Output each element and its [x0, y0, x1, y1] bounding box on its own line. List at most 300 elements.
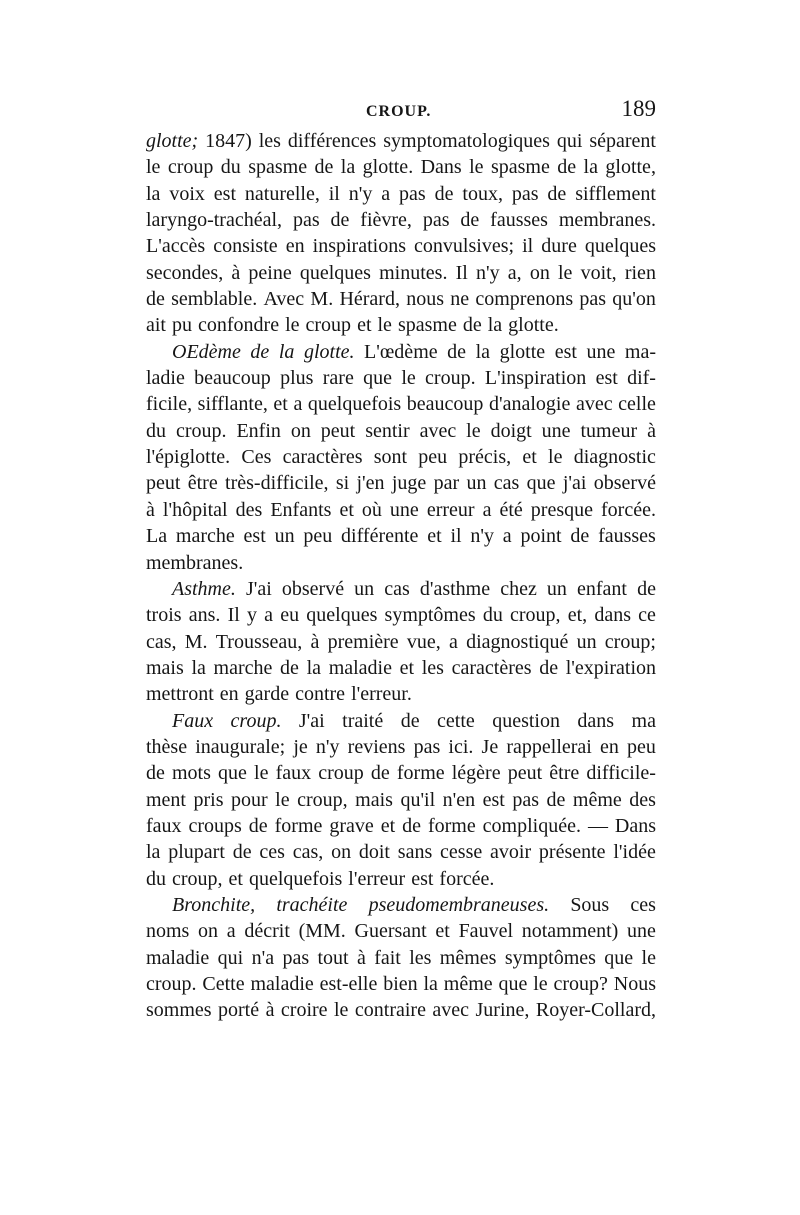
word: porté — [218, 999, 260, 1022]
word: en — [599, 735, 619, 758]
word: pu — [172, 314, 192, 337]
word: pas — [413, 735, 441, 758]
word: de — [637, 577, 656, 600]
word: diagnostiqué — [466, 630, 569, 653]
word: confondre — [198, 314, 280, 337]
word: Jurine, — [475, 999, 530, 1022]
word: croups — [188, 814, 242, 837]
word: l'épiglotte. — [146, 446, 231, 469]
word: notamment) — [521, 920, 619, 943]
word: être — [187, 472, 218, 495]
word: même — [572, 788, 622, 811]
word: est — [411, 867, 434, 890]
word: minutes. — [379, 261, 448, 284]
word: est — [482, 788, 505, 811]
running-head — [146, 96, 656, 126]
word: L'œdème — [364, 340, 438, 363]
word: glotte; — [146, 130, 199, 152]
word: pris — [193, 788, 224, 811]
word: L'accès — [146, 235, 206, 258]
word: ces — [259, 841, 285, 864]
word: de — [402, 814, 421, 837]
text-line — [146, 286, 656, 312]
word: croup? — [553, 973, 608, 995]
word: Sous — [570, 893, 610, 916]
text-line — [146, 813, 656, 839]
word: sifflement — [575, 182, 656, 205]
word: erreur — [426, 498, 475, 521]
word: de — [400, 709, 420, 732]
word: voix — [169, 182, 205, 205]
word: cesse — [440, 841, 483, 864]
word: naturelle, — [244, 182, 320, 205]
word: maladie — [250, 973, 314, 995]
word: convulsives; — [414, 235, 515, 258]
word: le — [548, 446, 563, 469]
word: reviens — [347, 735, 406, 758]
word: avoir — [490, 841, 532, 864]
word: est — [243, 525, 266, 548]
word: Guersant — [354, 920, 427, 943]
text-line — [146, 550, 656, 576]
word: l'idée — [613, 841, 656, 864]
word: sifflante, — [197, 393, 268, 416]
word: un — [466, 472, 487, 495]
word: a — [482, 498, 492, 521]
word: rappellerai — [506, 735, 592, 758]
word: le — [377, 314, 392, 337]
word: ici. — [448, 735, 474, 758]
word: n'y — [470, 525, 494, 548]
word: à — [647, 419, 656, 442]
word: de — [248, 814, 268, 837]
word: les — [421, 656, 444, 679]
word: on — [290, 419, 311, 442]
word: sommes — [146, 999, 212, 1022]
text-line — [146, 497, 656, 523]
word: Enfants — [270, 498, 332, 521]
word: membranes. — [146, 551, 244, 574]
word: a — [264, 604, 274, 627]
word: Dans — [614, 814, 656, 837]
word: eu — [280, 604, 300, 627]
word: est — [213, 182, 236, 205]
word: beaucoup — [194, 367, 271, 390]
word: on — [331, 841, 352, 864]
word: pour — [231, 788, 268, 811]
word: fausses — [490, 209, 548, 232]
word: M. — [184, 630, 208, 653]
word: ans. — [188, 604, 221, 627]
word: et — [427, 525, 442, 548]
word: a, — [507, 261, 522, 284]
word: à — [265, 999, 275, 1022]
text-line — [146, 839, 656, 865]
word: mêmes — [439, 946, 497, 969]
word: est — [595, 367, 618, 390]
word: de — [539, 656, 559, 679]
word: pas — [512, 788, 540, 811]
word: glotte. — [362, 156, 414, 179]
word: forme — [396, 762, 445, 785]
word: trois — [146, 604, 182, 627]
word: de — [146, 762, 165, 785]
word: peu — [418, 446, 448, 469]
text-line — [146, 128, 656, 154]
word: voit, — [580, 261, 617, 284]
word: 1847) — [205, 130, 252, 152]
word: par — [433, 472, 460, 495]
word: si — [335, 472, 350, 495]
word: que — [218, 762, 247, 785]
word: la — [423, 973, 438, 995]
text-line — [146, 971, 656, 997]
word: beaucoup — [406, 393, 484, 416]
word: ladie — [146, 367, 185, 390]
word: garde — [244, 683, 290, 706]
word: la — [306, 656, 322, 679]
word: forcée. — [601, 498, 656, 521]
word: celle — [618, 393, 656, 416]
word: La — [146, 525, 168, 548]
word: symptômes — [384, 604, 476, 627]
word: n'y — [315, 735, 340, 758]
word: sont — [373, 446, 408, 469]
word: glotte — [499, 340, 546, 363]
word: de — [232, 841, 252, 864]
word: contraire — [354, 999, 426, 1022]
word: à — [231, 261, 241, 284]
word: de — [462, 314, 482, 337]
word: le — [254, 762, 269, 785]
word: le — [466, 419, 481, 442]
word: de — [250, 340, 270, 363]
word: glotte, — [605, 156, 656, 179]
text-line — [146, 260, 656, 286]
word: on — [198, 920, 219, 943]
word: maladie — [328, 656, 392, 679]
word: avec — [432, 999, 470, 1022]
word: plus — [280, 367, 314, 390]
word: une — [389, 498, 419, 521]
word: glotte. — [508, 314, 559, 337]
word: est-elle — [319, 973, 378, 995]
word: ce — [638, 604, 656, 627]
word: le — [334, 999, 349, 1022]
word: presque — [530, 498, 593, 521]
word: peu — [627, 735, 656, 758]
word: légère — [451, 762, 501, 785]
word: j'en — [356, 472, 385, 495]
word: traité — [342, 709, 384, 732]
word: il — [522, 235, 534, 258]
word: Ces — [241, 446, 272, 469]
word: quelques — [306, 604, 378, 627]
word: Faux — [172, 709, 214, 732]
word: il — [328, 182, 340, 205]
word: ma- — [624, 340, 656, 363]
text-line — [146, 339, 656, 365]
word: OEdème — [172, 340, 241, 363]
word: n'en — [442, 788, 476, 811]
text-line — [146, 734, 656, 760]
word: y — [246, 604, 257, 627]
word: le — [275, 788, 290, 811]
word: croup. — [146, 973, 197, 995]
word: et — [357, 314, 372, 337]
word: dans — [577, 709, 615, 732]
word: qu'on — [612, 288, 656, 311]
word: et — [273, 393, 288, 416]
word: pseudomembraneuses. — [368, 893, 550, 916]
word: a — [502, 525, 512, 548]
word: quelques — [299, 261, 371, 284]
word: avec — [419, 419, 457, 442]
word: dure — [541, 235, 577, 258]
word: les — [409, 946, 432, 969]
word: et — [399, 656, 415, 679]
word: qui — [556, 130, 583, 152]
word: grave — [329, 814, 374, 837]
word: que — [498, 973, 528, 995]
word: la — [475, 340, 491, 363]
word: le — [146, 156, 161, 179]
word: pas — [292, 209, 320, 232]
word: fausses — [598, 525, 656, 548]
word: une — [541, 419, 571, 442]
word: observé — [281, 577, 345, 600]
word: de — [546, 788, 566, 811]
text-line — [146, 787, 656, 813]
text-line — [146, 945, 656, 971]
word: M. — [310, 288, 334, 311]
word: que — [526, 472, 556, 495]
word: bien — [383, 973, 418, 995]
word: et, — [567, 604, 588, 627]
word: la — [278, 340, 295, 363]
word: mais — [355, 788, 393, 811]
word: point — [520, 525, 562, 548]
word: en — [219, 683, 239, 706]
word: symptômes — [504, 946, 596, 969]
word: l'hôpital — [162, 498, 228, 521]
word: été — [499, 498, 523, 521]
word: Avec — [263, 288, 305, 311]
word: le — [533, 973, 548, 995]
running-title: CROUP. — [366, 103, 432, 120]
word: rien — [624, 261, 656, 284]
word: mais — [146, 656, 184, 679]
word: en — [285, 235, 305, 258]
word: forme — [427, 814, 476, 837]
word: un — [576, 630, 597, 653]
word: a — [449, 630, 458, 653]
word: d'asthme — [419, 577, 491, 600]
word: sans — [397, 841, 433, 864]
word: croup, — [172, 867, 223, 890]
word: qui — [217, 946, 244, 969]
word: peine — [248, 261, 292, 284]
word: pas — [282, 946, 310, 969]
word: croup, — [510, 604, 561, 627]
word: quelquefois — [307, 393, 402, 416]
word: chez — [500, 577, 537, 600]
word: Cette — [202, 973, 245, 995]
word: peut — [507, 762, 543, 785]
word: toux, — [462, 182, 503, 205]
word: contre — [295, 683, 346, 706]
word: vue, — [406, 630, 441, 653]
word: et — [228, 867, 243, 890]
text-line — [146, 181, 656, 207]
word: forcée. — [439, 867, 495, 890]
word: séparent — [589, 130, 656, 152]
word: être — [549, 762, 580, 785]
word: a — [381, 182, 391, 205]
word: un — [274, 525, 295, 548]
word: inspirations — [312, 235, 406, 258]
word: — — [587, 814, 608, 837]
word: trachéite — [276, 893, 348, 916]
text-line — [146, 207, 656, 233]
word: a — [226, 920, 236, 943]
text-line — [146, 629, 656, 655]
word: que — [363, 367, 393, 390]
word: sentir — [365, 419, 410, 442]
word: Bronchite, — [172, 893, 256, 916]
word: secondes, — [146, 261, 224, 284]
word: rare — [322, 367, 354, 390]
word: L'inspiration — [484, 367, 587, 390]
word: à — [310, 630, 320, 653]
word: peu — [303, 525, 333, 548]
word: Enfin — [236, 419, 281, 442]
word: le — [285, 314, 300, 337]
text-line — [146, 312, 656, 338]
word: d'analogie — [489, 393, 571, 416]
word: du — [146, 867, 166, 890]
word: des — [629, 788, 656, 811]
text-line — [146, 444, 656, 470]
word: consiste — [213, 235, 278, 258]
word: de — [460, 209, 480, 232]
word: j'ai — [562, 472, 587, 495]
word: de — [447, 340, 467, 363]
word: ces — [630, 893, 656, 916]
word: même — [443, 973, 493, 995]
text-line — [146, 391, 656, 417]
word: observé — [593, 472, 656, 495]
text-line — [146, 365, 656, 391]
word: Nous — [613, 973, 656, 995]
word: pas — [399, 182, 426, 205]
word: J'ai — [245, 577, 272, 600]
word: très-difficile, — [225, 472, 329, 495]
word: membranes. — [558, 209, 656, 232]
word: thèse — [146, 735, 188, 758]
word: mots — [172, 762, 211, 785]
word: le — [401, 367, 416, 390]
word: la — [340, 156, 356, 179]
word: pas — [422, 209, 450, 232]
word: qu'il — [400, 788, 436, 811]
word: pas — [511, 182, 539, 205]
word: la — [146, 841, 161, 864]
word: croup. — [230, 709, 282, 732]
word: le — [641, 946, 656, 969]
word: que — [604, 946, 634, 969]
word: où — [361, 498, 382, 521]
word: décrit — [244, 920, 290, 943]
word: et — [522, 446, 537, 469]
text-line — [146, 154, 656, 180]
word: de — [146, 288, 165, 311]
word: une — [627, 920, 656, 943]
word: une — [586, 340, 616, 363]
word: croup — [318, 762, 364, 785]
word: première — [327, 630, 399, 653]
word: plupart — [168, 841, 225, 864]
word: marche — [213, 656, 273, 679]
word: avec — [575, 393, 613, 416]
text-line — [146, 681, 656, 707]
word: de — [370, 762, 390, 785]
word: différences — [287, 130, 377, 152]
word: diagnostic — [573, 446, 656, 469]
text-line — [146, 655, 656, 681]
word: la — [146, 182, 161, 205]
word: Fauvel — [458, 920, 513, 943]
word: tumeur — [580, 419, 638, 442]
word: n'a — [251, 946, 275, 969]
word: Asthme. — [172, 577, 236, 600]
word: cas, — [146, 630, 177, 653]
word: cette — [437, 709, 475, 732]
word: je — [293, 735, 308, 758]
text-line — [146, 523, 656, 549]
word: mettront — [146, 683, 214, 706]
word: le — [469, 156, 484, 179]
word: la — [487, 314, 503, 337]
word: l'erreur. — [351, 683, 412, 706]
word: de — [280, 656, 299, 679]
word: cas — [493, 472, 520, 495]
word: a — [293, 393, 303, 416]
text-line — [146, 708, 656, 734]
word: l'expiration — [565, 656, 656, 679]
word: un — [546, 577, 567, 600]
word: de — [570, 525, 590, 548]
word: il — [450, 525, 462, 548]
word: Il — [455, 261, 468, 284]
word: maladie — [146, 946, 210, 969]
word: de — [434, 182, 454, 205]
word: à — [356, 946, 366, 969]
text-line — [146, 576, 656, 602]
word: marche — [175, 525, 235, 548]
word: enfant — [577, 577, 627, 600]
word: caractères — [282, 446, 363, 469]
word: (MM. — [298, 920, 346, 943]
word: juge — [391, 472, 427, 495]
word: compliquée. — [482, 814, 581, 837]
word: Il — [227, 604, 240, 627]
text-line — [146, 418, 656, 444]
word: question — [492, 709, 560, 732]
word: différente — [341, 525, 419, 548]
word: on — [529, 261, 550, 284]
word: nous — [406, 288, 444, 311]
